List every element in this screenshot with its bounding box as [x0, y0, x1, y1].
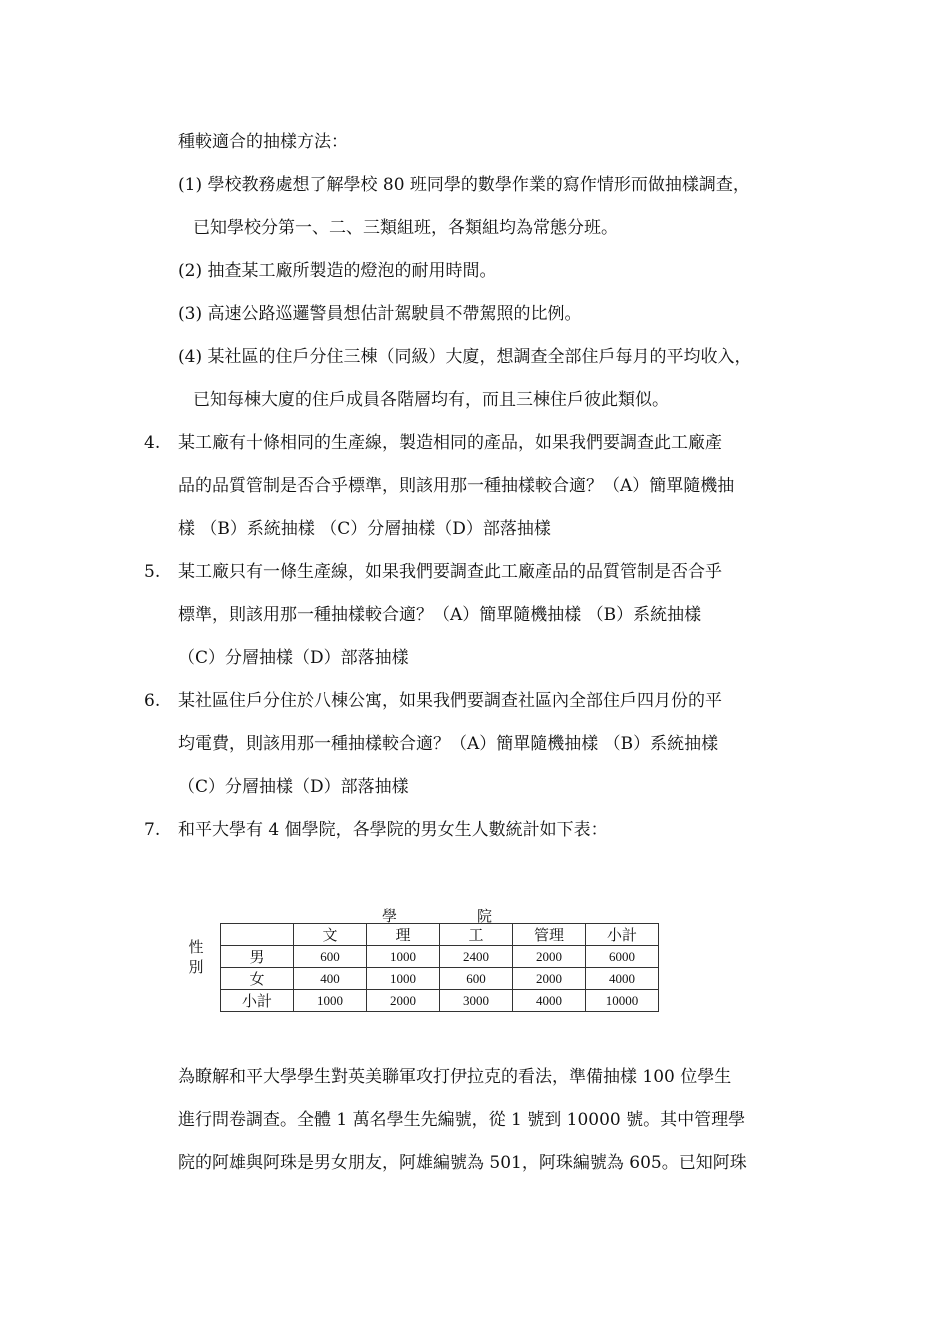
enrollment-table — [220, 923, 659, 1012]
department-axis-label-2: 院 — [477, 907, 493, 925]
sub-item-1-line-2: 已知學校分第一、二、三類組班，各類組均為常態分班。 — [193, 218, 618, 238]
table-cell: 400 — [294, 968, 367, 990]
table-cell: 600 — [440, 968, 513, 990]
table-cell: 2400 — [440, 946, 513, 968]
sub-item-2: (2) 抽查某工廠所製造的燈泡的耐用時間。 — [178, 261, 497, 281]
question-7-line-1: 和平大學有 4 個學院，各學院的男女生人數統計如下表： — [178, 820, 608, 840]
sub-item-4-line-2: 已知每棟大廈的住戶成員各階層均有，而且三棟住戶彼此類似。 — [193, 390, 669, 410]
table-header-cell: 管理 — [513, 924, 586, 946]
closing-line-3: 院的阿雄與阿珠是男女朋友，阿雄編號為 501，阿珠編號為 605。已知阿珠 — [178, 1153, 747, 1173]
table-row-label: 女 — [221, 968, 294, 990]
question-7-number: 7. — [144, 820, 161, 840]
table-cell: 3000 — [440, 990, 513, 1012]
table-header-cell: 工 — [440, 924, 513, 946]
table-cell: 2000 — [513, 946, 586, 968]
closing-line-2: 進行問卷調查。全體 1 萬名學生先編號，從 1 號到 10000 號。其中管理學 — [178, 1110, 746, 1130]
question-4-line-1: 某工廠有十條相同的生產線，製造相同的產品，如果我們要調查此工廠產 — [178, 433, 722, 453]
question-6-line-3: （C）分層抽樣（D）部落抽樣 — [178, 777, 409, 797]
table-header-cell: 理 — [367, 924, 440, 946]
gender-axis-label-2: 別 — [188, 958, 204, 976]
table-header-cell: 文 — [294, 924, 367, 946]
table-header-cell: 小計 — [586, 924, 659, 946]
question-4-line-2: 品的品質管制是否合乎標準，則該用那一種抽樣較合適？（A）簡單隨機抽 — [178, 476, 735, 496]
table-cell: 4000 — [586, 968, 659, 990]
table-header-row — [221, 924, 659, 946]
enrollment-table-figure — [185, 903, 665, 1018]
table-cell: 2000 — [367, 990, 440, 1012]
table-row — [221, 968, 659, 990]
question-5-number: 5. — [144, 562, 161, 582]
table-corner-cell — [221, 924, 294, 946]
question-6-line-2: 均電費，則該用那一種抽樣較合適？（A）簡單隨機抽樣 （B）系統抽樣 — [178, 734, 719, 754]
question-4-number: 4. — [144, 433, 161, 453]
question-5-line-3: （C）分層抽樣（D）部落抽樣 — [178, 648, 409, 668]
table-row — [221, 990, 659, 1012]
table-cell: 1000 — [367, 946, 440, 968]
table-cell: 4000 — [513, 990, 586, 1012]
question-6-number: 6. — [144, 691, 161, 711]
table-row — [221, 946, 659, 968]
gender-axis-label-1: 性 — [188, 938, 204, 956]
table-cell: 6000 — [586, 946, 659, 968]
question-4-line-3: 樣 （B）系統抽樣 （C）分層抽樣（D）部落抽樣 — [178, 519, 551, 539]
question-5-line-2: 標準，則該用那一種抽樣較合適？（A）簡單隨機抽樣 （B）系統抽樣 — [178, 605, 702, 625]
table-cell: 1000 — [367, 968, 440, 990]
sub-item-4-line-1: (4) 某社區的住戶分住三棟（同級）大廈，想調查全部住戶每月的平均收入， — [178, 347, 752, 367]
table-row-label: 小計 — [221, 990, 294, 1012]
question-5-line-1: 某工廠只有一條生產線，如果我們要調查此工廠產品的品質管制是否合乎 — [178, 562, 722, 582]
table-row-label: 男 — [221, 946, 294, 968]
table-cell: 10000 — [586, 990, 659, 1012]
table-cell: 1000 — [294, 990, 367, 1012]
table-cell: 2000 — [513, 968, 586, 990]
table-cell: 600 — [294, 946, 367, 968]
closing-line-1: 為瞭解和平大學學生對英美聯軍攻打伊拉克的看法，準備抽樣 100 位學生 — [178, 1067, 732, 1087]
gender-axis-label — [185, 937, 207, 977]
question-6-line-1: 某社區住戶分住於八棟公寓，如果我們要調查社區內全部住戶四月份的平 — [178, 691, 722, 711]
sub-item-3: (3) 高速公路巡邏警員想估計駕駛員不帶駕照的比例。 — [178, 304, 582, 324]
department-axis-label-1: 學 — [382, 907, 398, 925]
intro-text: 種較適合的抽樣方法： — [178, 132, 348, 152]
sub-item-1-line-1: (1) 學校教務處想了解學校 80 班同學的數學作業的寫作情形而做抽樣調查， — [178, 175, 750, 195]
